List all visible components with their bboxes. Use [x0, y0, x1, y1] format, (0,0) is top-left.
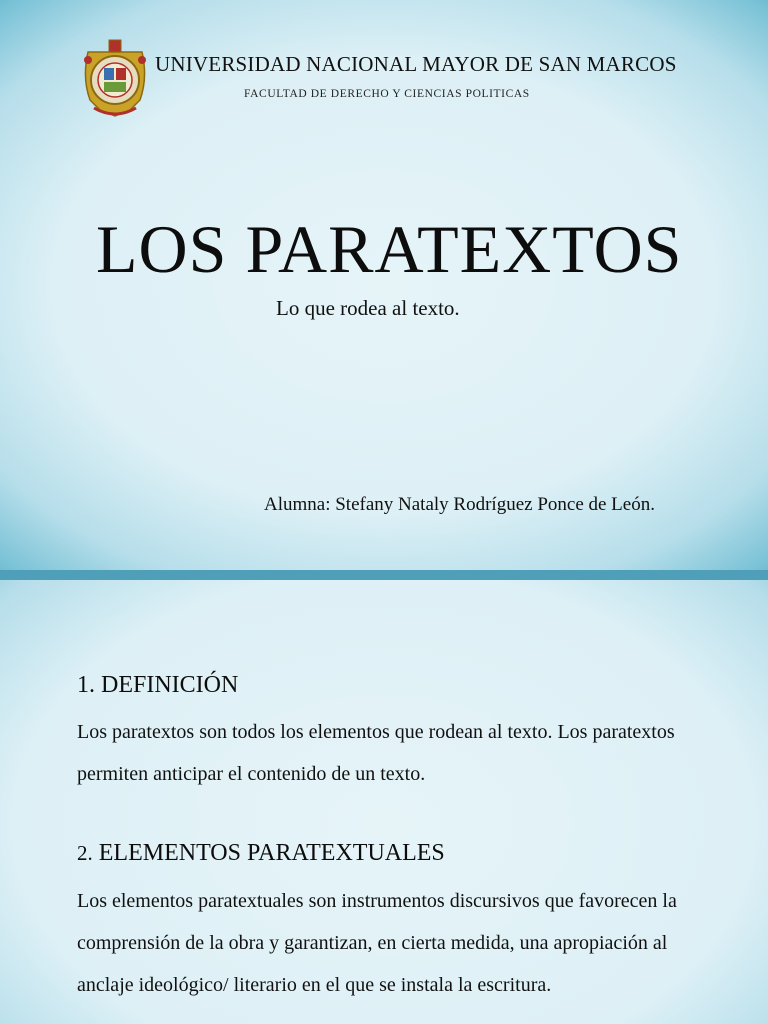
section-heading-definition: 1. DEFINICIÓN — [77, 672, 239, 698]
section-heading-text: ELEMENTOS PARATEXTUALES — [98, 840, 445, 866]
university-crest-icon — [80, 38, 150, 118]
section-text-elements: Los elementos paratextuales son instrumentos discursivos que favorecen la comprensión de la obra y garantizan, en cierta medida, una apropiación al anclaje ideológico/ literario en el que se instala la escritura. — [77, 890, 677, 996]
section-text-definition: Los paratextos son todos los elementos que rodean al texto. Los paratextos permiten anticipar el contenido de un texto. — [77, 721, 675, 785]
presentation-title: LOS PARATEXTOS — [96, 211, 683, 287]
section-number: 2. — [77, 841, 93, 865]
student-name: Alumna: Stefany Nataly Rodríguez Ponce de León. — [264, 494, 655, 515]
faculty-name: FACULTAD DE DERECHO Y CIENCIAS POLITICAS — [244, 88, 530, 100]
section-heading-elements — [77, 840, 445, 867]
university-name: UNIVERSIDAD NACIONAL MAYOR DE SAN MARCOS — [155, 52, 677, 76]
presentation-subtitle: Lo que rodea al texto. — [276, 296, 460, 320]
